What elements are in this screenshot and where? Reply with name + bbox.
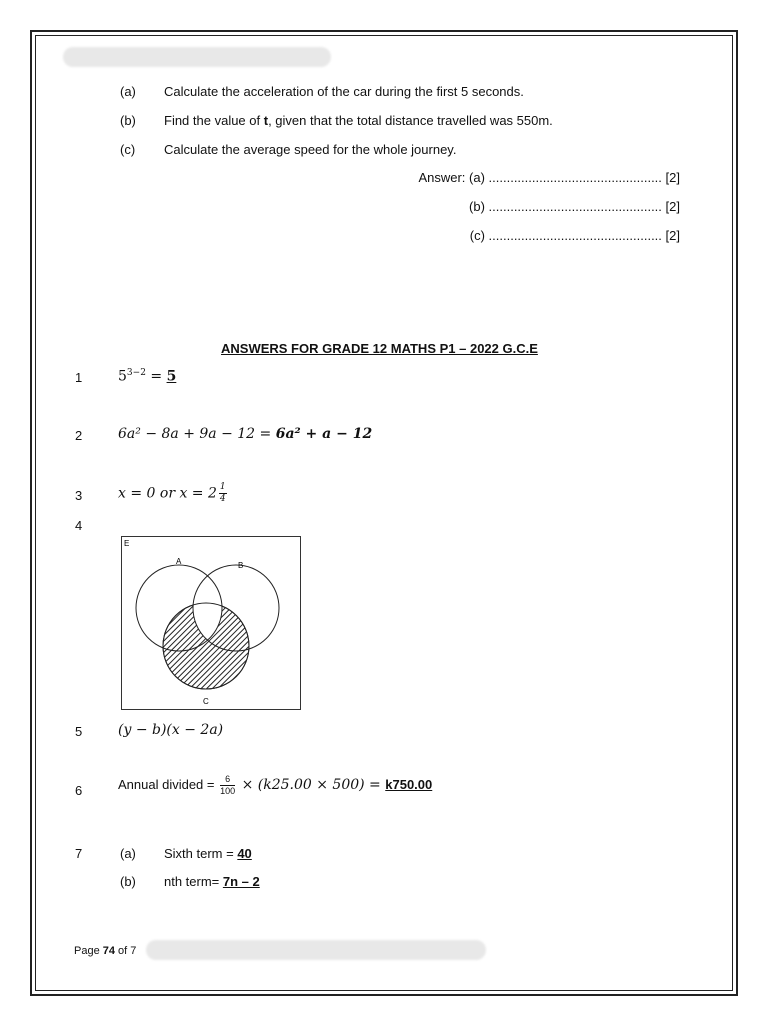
answers-heading: ANSWERS FOR GRADE 12 MATHS P1 – 2022 G.C.E — [221, 341, 538, 356]
answer-6-expression: Annual divided = $\frac{6}{100}$ × (k25.00 × 500) = k750.00 — [118, 774, 433, 796]
venn-label-e: E — [124, 539, 130, 548]
page-number: Page 74 of 7 — [74, 945, 137, 957]
question-a-text: Calculate the acceleration of the car during the first 5 seconds. — [164, 84, 524, 99]
question-b-text: Find the value of t, given that the total distance travelled was 550m. — [164, 113, 553, 128]
answer-5-expression: (y − b)(x − 2a) — [118, 722, 224, 738]
answer-2-number: 2 — [75, 428, 83, 443]
venn-label-a: A — [176, 557, 182, 566]
question-a-label: (a) — [120, 84, 136, 99]
venn-label-c: C — [203, 697, 209, 706]
answer-1-number: 1 — [75, 370, 83, 385]
answer-7b-text: nth term= 7n – 2 — [164, 874, 260, 889]
redacted-footer — [146, 940, 486, 960]
venn-diagram — [121, 536, 301, 710]
question-b-label: (b) — [120, 113, 136, 128]
answer-line-c: (c) ................................................ [2] — [469, 228, 680, 243]
answer-4-number: 4 — [75, 518, 83, 533]
answer-7b-label: (b) — [120, 874, 136, 889]
answer-line-b: (b) ................................................ [2] — [469, 199, 680, 214]
venn-label-b: B — [238, 561, 244, 570]
question-c-text: Calculate the average speed for the whole journey. — [164, 142, 457, 157]
answer-3-expression: x = 0 or x = 2 $\frac{1}{4}$ — [118, 482, 226, 504]
answer-6-number: 6 — [75, 783, 83, 798]
answer-2-expression: 6a² − 8a + 9a − 12 = 6a² + a − 12 — [118, 426, 373, 442]
question-c-label: (c) — [120, 142, 136, 157]
redacted-header — [63, 47, 331, 67]
answer-7-number: 7 — [75, 846, 83, 861]
answer-1-expression: $5^{3-2} = 5$ — [118, 368, 177, 385]
answer-7a-label: (a) — [120, 846, 136, 861]
answer-line-a: Answer: (a) ................................................ [2] — [418, 170, 680, 185]
answer-7a-text: Sixth term = 40 — [164, 846, 252, 861]
answer-3-number: 3 — [75, 488, 83, 503]
answer-5-number: 5 — [75, 724, 83, 739]
